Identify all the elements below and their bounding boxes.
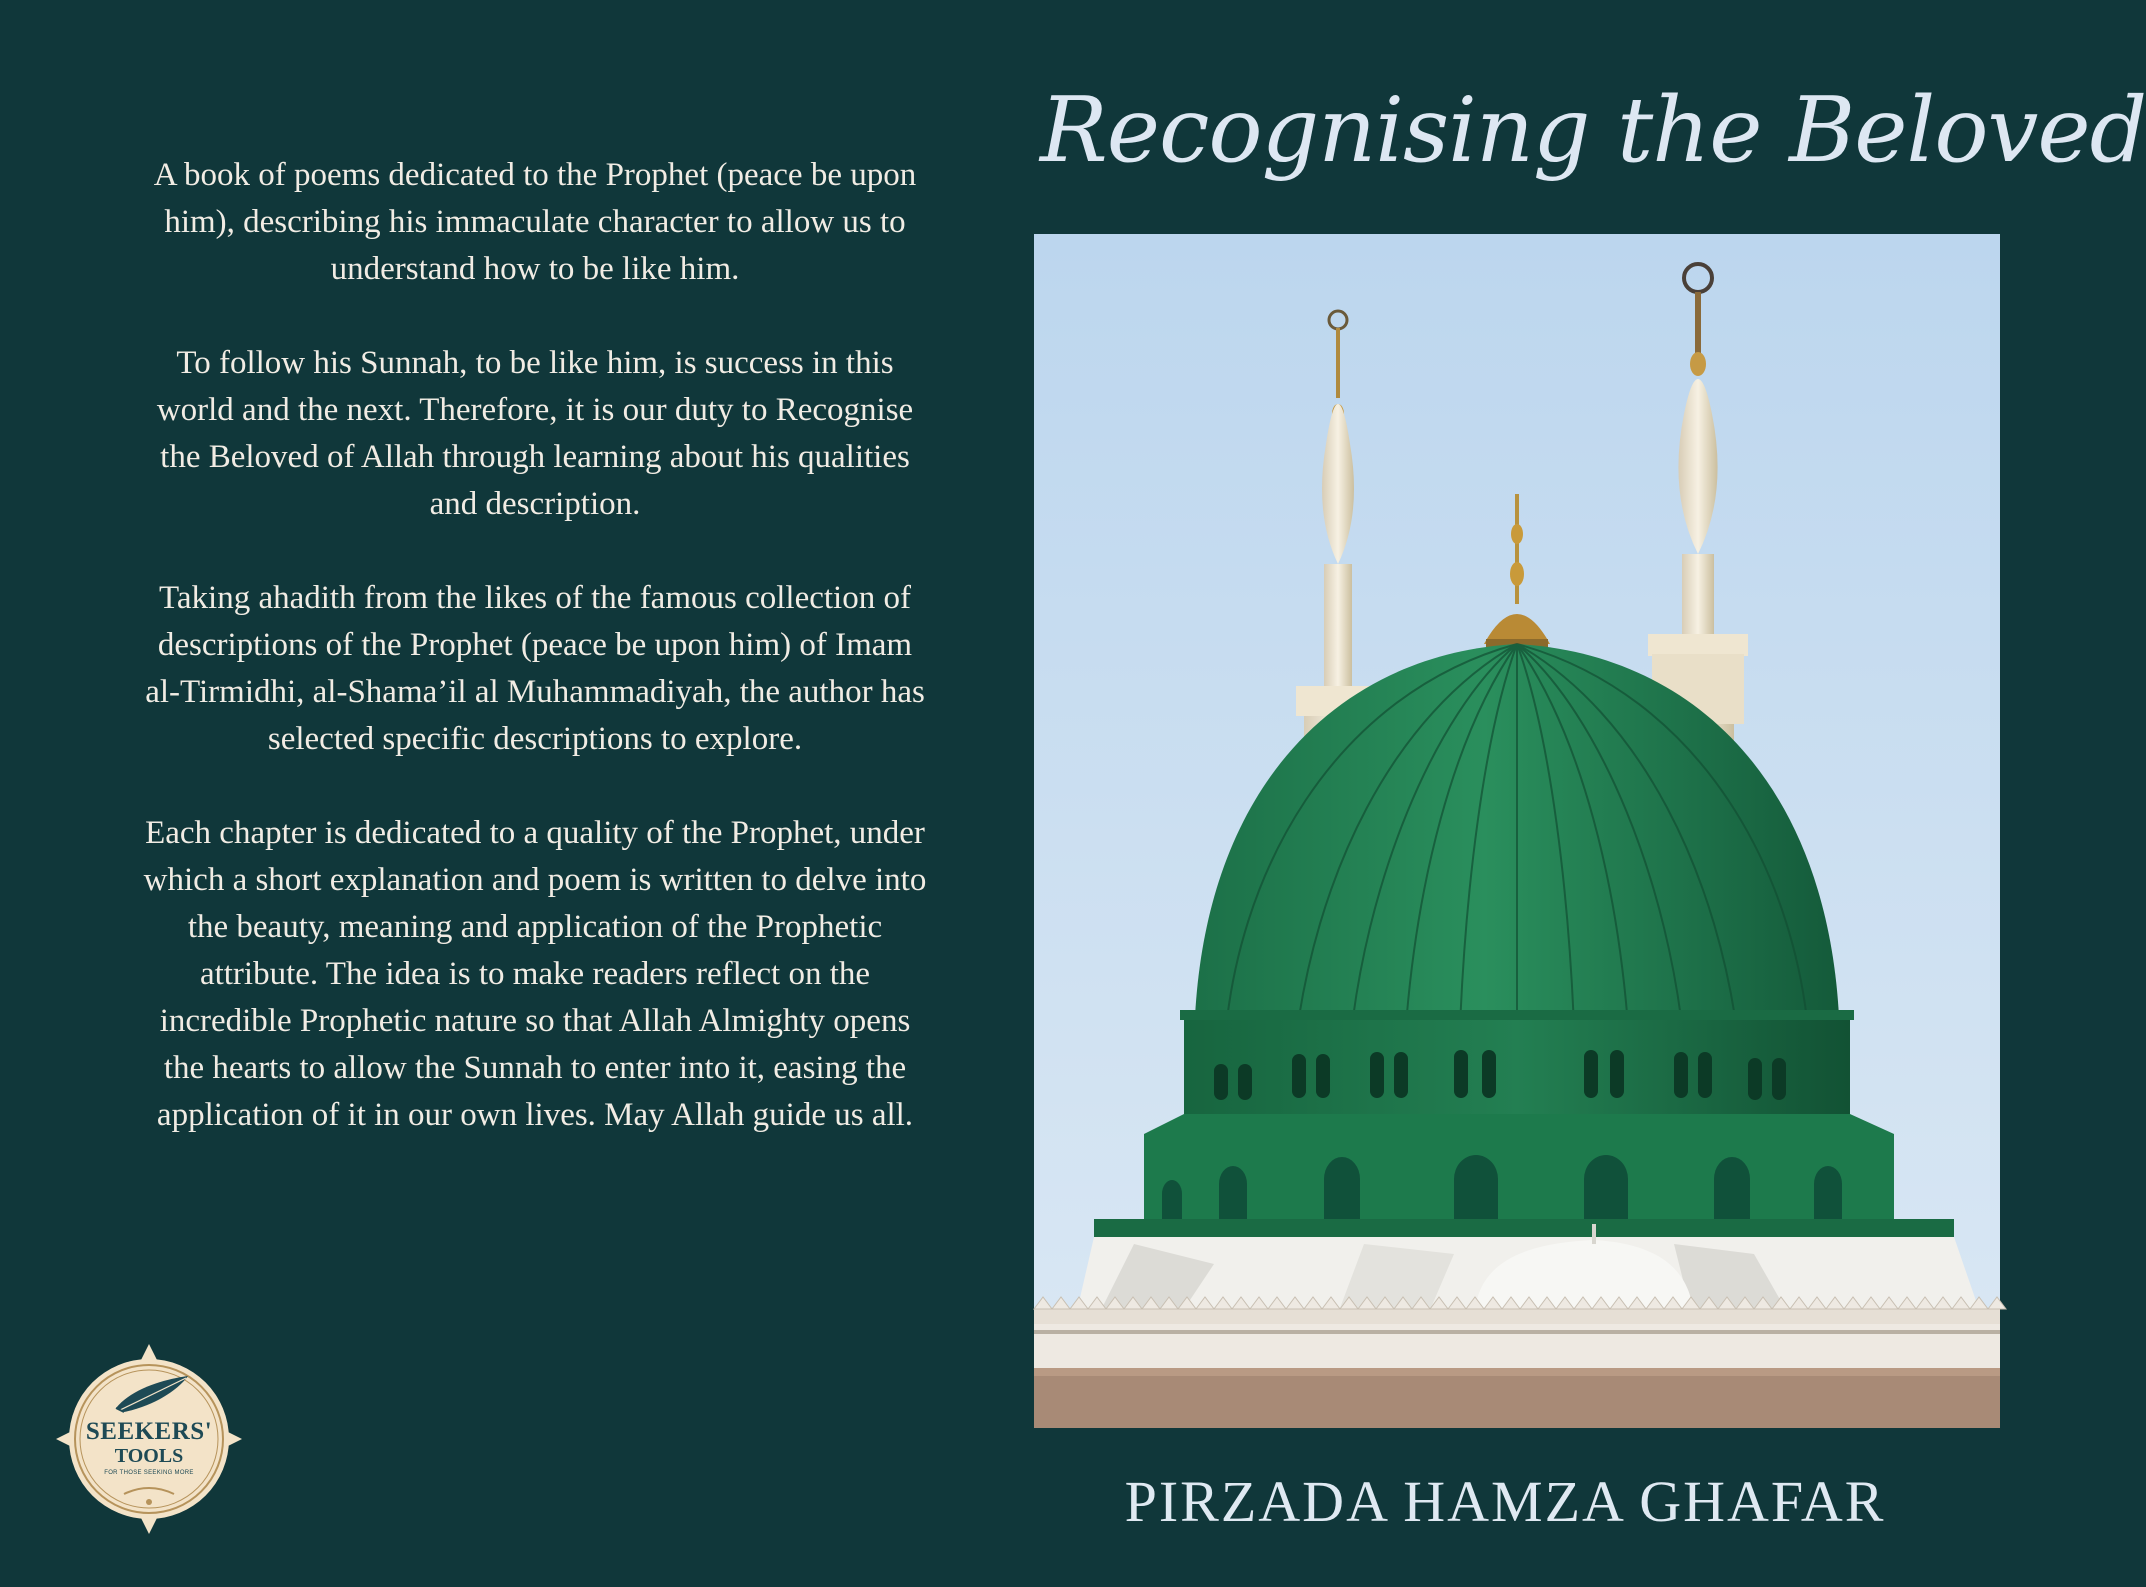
book-title: Recognising the Beloved (1040, 78, 2146, 183)
logo-tagline: FOR THOSE SEEKING MORE (104, 1470, 194, 1476)
logo-name-line-2: TOOLS (114, 1445, 184, 1467)
blurb-paragraph: To follow his Sunnah, to be like him, is success in this world and the next. Therefore, it is our duty to Recognise the Beloved of Allah through learning about his qualities and description. (156, 345, 914, 522)
green-dome-illustration (1034, 234, 2000, 1428)
logo-name-line-1: SEEKERS' (85, 1418, 213, 1445)
blurb-paragraph: Each chapter is dedicated to a quality of the Prophet, under which a short explanation and poem is written to delve into the beauty, meaning and application of the Prophetic attribute. The idea is to make readers reflect on the incredible Prophetic nature so that Allah Almighty opens the hearts to allow the Sunnah to enter into it, easing the application of it in our own lives. May Allah guide us all. (143, 815, 927, 1133)
cover-photo (1034, 234, 2000, 1428)
book-author: PIRZADA HAMZA GHAFAR (1124, 1469, 1886, 1534)
blurb-paragraph: Taking ahadith from the likes of the famous collection of descriptions of the Prophet (peace be upon him) of Imam al-Tirmidhi, al-Shama’il al Muhammadiyah, the author has selected specific descriptions to explore. (145, 580, 925, 757)
blurb-paragraph: A book of poems dedicated to the Prophet (peace be upon him), describing his immaculate character to allow us to understand how to be like him. (153, 157, 917, 287)
back-cover (0, 0, 1010, 1587)
publisher-logo (54, 1342, 244, 1536)
back-cover-blurb (140, 152, 930, 1139)
crenellated-wall (1034, 1297, 2006, 1428)
